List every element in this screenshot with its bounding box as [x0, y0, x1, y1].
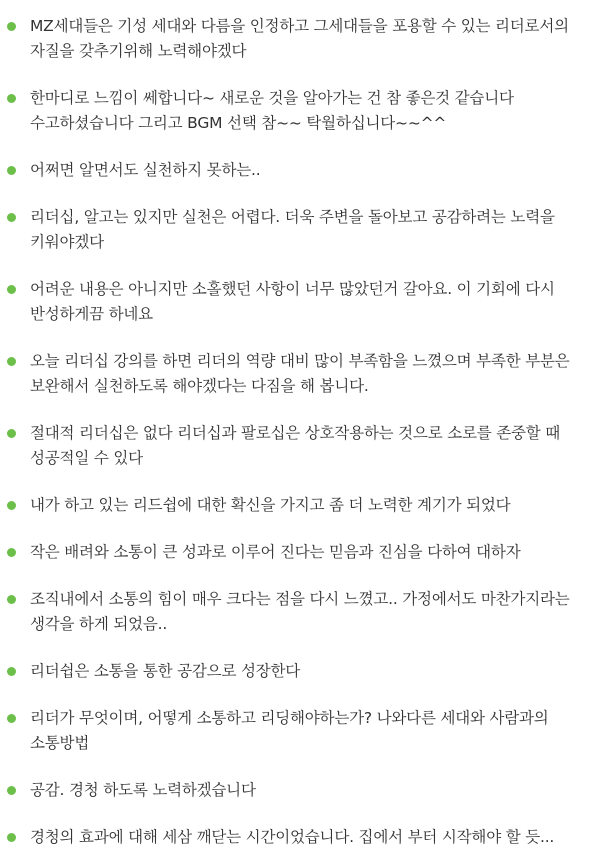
- list-item: [0, 421, 604, 471]
- comment-text: MZ세대들은 기성 세대와 다름을 인정하고 그세대들을 포용할 수 있는 리더로서의 자질을 갖추기위해 노력해야겠다: [30, 17, 569, 60]
- bullet-dot-icon: [7, 357, 16, 366]
- comment-text: 공감. 경청 하도록 노력하겠습니다: [30, 781, 256, 799]
- bullet-dot-icon: [7, 501, 16, 510]
- comment-text: 절대적 리더십은 없다 리더십과 팔로십은 상호작용하는 것으로 소로를 존중할 때 성공적일 수 있다: [30, 424, 561, 467]
- bullet-dot-icon: [7, 94, 16, 103]
- list-item: [0, 706, 604, 756]
- bullet-dot-icon: [7, 548, 16, 557]
- list-item: [0, 86, 604, 136]
- bullet-dot-icon: [7, 429, 16, 438]
- comment-text: 어려운 내용은 아니지만 소홀했던 사항이 너무 많았던거 갈아요. 이 기회에 다시 반성하게끔 하네요: [30, 280, 555, 323]
- comment-text: 한마디로 느낌이 쎄합니다~ 새로운 것을 알아가는 건 참 좋은것 같습니다 수고하셨습니다 그리고 BGM 선택 참~~ 탁월하십니다~~^^: [30, 89, 514, 132]
- bullet-dot-icon: [7, 714, 16, 723]
- list-item: [0, 205, 604, 255]
- list-item: [0, 14, 604, 64]
- comment-text: 조직내에서 소통의 힘이 매우 크다는 점을 다시 느꼈고.. 가정에서도 마찬가지라는 생각을 하게 되었음..: [30, 590, 570, 633]
- list-item: [0, 349, 604, 399]
- bullet-dot-icon: [7, 22, 16, 31]
- comment-text: 리더가 무엇이며, 어떻게 소통하고 리딩해야하는가? 나와다른 세대와 사람과의 소통방법: [30, 709, 549, 752]
- comment-text: 리더십, 알고는 있지만 실천은 어렵다. 더욱 주변을 돌아보고 공감하려는 노력을 키워야겠다: [30, 208, 555, 251]
- list-item: [0, 825, 604, 850]
- bullet-dot-icon: [7, 166, 16, 175]
- list-item: [0, 493, 604, 518]
- list-item: [0, 778, 604, 803]
- list-item: [0, 277, 604, 327]
- list-item: [0, 659, 604, 684]
- comment-text: 리더쉽은 소통을 통한 공감으로 성장한다: [30, 662, 301, 680]
- comment-text: 내가 하고 있는 리드쉽에 대한 확신을 가지고 좀 더 노력한 계기가 되었다: [30, 496, 511, 514]
- comment-text: 오늘 리더십 강의를 하면 리더의 역량 대비 많이 부족함을 느꼈으며 부족한 부분은 보완해서 실천하도록 해야겠다는 다짐을 해 봅니다.: [30, 352, 570, 395]
- comment-text: 경청의 효과에 대해 세삼 깨닫는 시간이었습니다. 집에서 부터 시작해야 할 듯...: [30, 828, 555, 846]
- bullet-dot-icon: [7, 786, 16, 795]
- comment-text: 어쩌면 알면서도 실천하지 못하는..: [30, 161, 261, 179]
- bullet-dot-icon: [7, 667, 16, 676]
- list-item: [0, 540, 604, 565]
- list-item: [0, 158, 604, 183]
- bullet-dot-icon: [7, 285, 16, 294]
- bullet-dot-icon: [7, 833, 16, 842]
- list-item: [0, 587, 604, 637]
- bullet-dot-icon: [7, 595, 16, 604]
- comment-text: 작은 배려와 소통이 큰 성과로 이루어 진다는 믿음과 진심을 다하여 대하자: [30, 543, 521, 561]
- bullet-dot-icon: [7, 213, 16, 222]
